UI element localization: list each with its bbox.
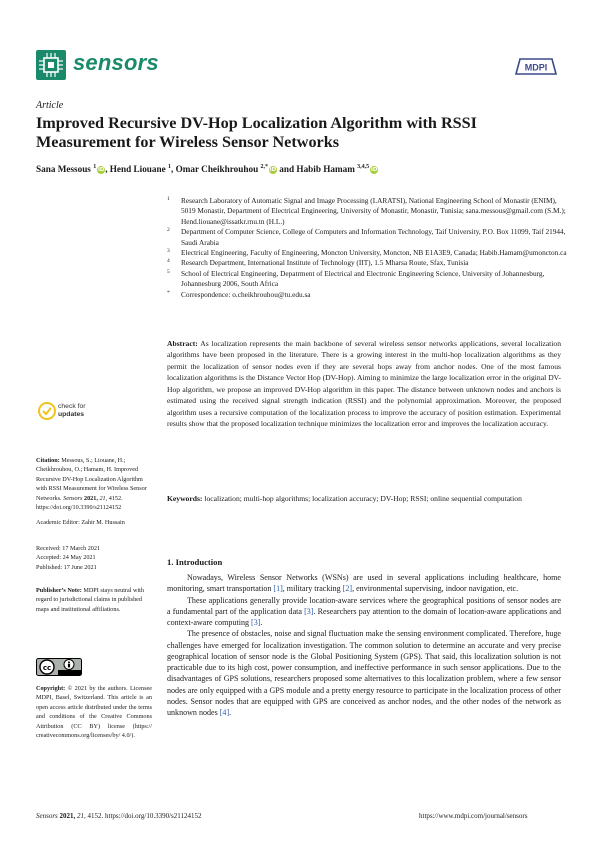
check-for-updates-button[interactable] bbox=[38, 400, 118, 422]
check-updates-line2: updates bbox=[58, 411, 85, 418]
author-name: Omar Cheikhrouhou bbox=[175, 164, 259, 175]
reference-link[interactable]: [1] bbox=[273, 584, 283, 594]
publisher-note: Publisher’s Note: MDPI stays neutral with regard to jurisdictional claims in published maps and institutional affiliations. bbox=[36, 587, 144, 613]
reference-link[interactable]: [2] bbox=[342, 584, 353, 594]
keywords-label: Keywords: bbox=[167, 494, 203, 503]
affiliation-item: 5 School of Electrical Engineering, Depatrment of Electrical and Electronic Engineering Science, University of Johannesburg, Johannesburg 2006, South Africa bbox=[167, 268, 545, 289]
paper-title: Improved Recursive DV-Hop Localization Algorithm with RSSI Measurement for Wireless Sensor Networks bbox=[36, 114, 477, 151]
footer-journal-url[interactable]: https://www.mdpi.com/journal/sensors bbox=[419, 812, 528, 820]
keywords bbox=[167, 493, 561, 504]
author-affil: 1 bbox=[167, 164, 171, 170]
affiliation-item: 2 Department of Computer Science, College of Computers and Information Technology, Taif University, P.O. Box 11099, Taif 21944, Saudi Arabia bbox=[167, 227, 566, 247]
publisher-logo bbox=[514, 56, 558, 76]
affiliation-item: 3 Electrical Engineering, Faculty of Engineering, Moncton University, Moncton, NB E1A3E9, Canada; Habib.Hamam@umoncton.ca bbox=[167, 248, 567, 258]
paragraph: Nowadays, Wireless Sensor Networks (WSNs) are used in several applications including healthcare, home monitoring, smart transportation [1], military tracking [2], environmental supervising, indoor navigation, etc. bbox=[167, 573, 561, 594]
cc-by-license-icon[interactable] bbox=[36, 658, 82, 676]
abstract-label: Abstract: bbox=[167, 339, 198, 348]
orcid-icon[interactable]: iD bbox=[370, 167, 378, 174]
orcid-icon[interactable]: iD bbox=[97, 167, 105, 174]
affiliations bbox=[167, 196, 567, 300]
introduction-body bbox=[167, 572, 561, 718]
svg-text:cc: cc bbox=[42, 663, 52, 672]
publication-dates bbox=[36, 544, 152, 572]
paragraph: The presence of obstacles, noise and signal fluctuation make the sensing environment complicated. Therefore, huge challenges have emerged for localization investigation. The common solution to determine an accurate and very precise geographical location of sensor node is the Global Positioning System (GPS). That said, this localization solution is not practicable due to its high cost, power consumption, and ineffective performance in such sensor applications. Due to the disadvantages of GPS solutions, researchers proposed some alternatives to this localization problem, where a few sensor nodes are only equipped with a GPS module and a pretty energy resource to participate in the localization process of other nodes. Sensor nodes that are equipped with GPS are conceived as anchor nodes, and the other nodes of the network as unknown nodes [4]. bbox=[167, 629, 561, 717]
author-name: Hend Liouane bbox=[109, 164, 166, 175]
date-published: Published: 17 June 2021 bbox=[36, 563, 97, 571]
author-affil: 3,4,5 bbox=[357, 164, 370, 170]
keywords-text: localization; multi-hop algorithms; localization accuracy; DV-Hop; RSSI; online sequential computation bbox=[204, 494, 522, 503]
reference-link[interactable]: [4] bbox=[219, 708, 230, 717]
check-updates-line1: check for bbox=[58, 403, 86, 410]
reference-link[interactable]: [3] bbox=[304, 606, 314, 616]
footer-citation: Sensors 2021, 21, 4152. https://doi.org/10.3390/s21124152 bbox=[36, 812, 202, 820]
author-name: Habib Hamam bbox=[296, 164, 355, 175]
abstract-text: As localization represents the main backbone of several wireless sensor networks applications, several localization algorithms have been proposed in the literature. There is a growing interest in the multi-hop localization algorithms as they permit the localization of sensor nodes even if they are several hops away from anchor nodes. One of the most famous localization algorithms is the Distance Vector Hop (DV-Hop). Aiming to minimize the large localization error in the original DV-Hop algorithm, we propose an improved DV-Hop algorithm in this paper. The distance between unknown nodes and anchors is estimated using the received signal strength indication (RSSI) and the polynomial approximation. Moreover, the proposed algorithm uses a recursive computation of the localization process to improve the accuracy of position estimation. Experimental results show that the proposed localization technique minimizes the localization error and improves the localization accuracy. bbox=[167, 339, 561, 429]
paragraph: These applications generally provide location-aware services where the geographical positions of sensor nodes are a fundamental part of the application data [3]. Researchers pay attention to the domain of location-aware applications and context-aware computing [3]. bbox=[167, 595, 561, 627]
academic-editor: Academic Editor: Zahir M. Hussain bbox=[36, 519, 125, 526]
affiliation-item: 4 Research Department, International Institute of Technology (IIT), 1.5 Mharsa Route, Sfax, Tunisia bbox=[167, 258, 469, 268]
affiliation-item: 1 Research Laboratory of Automatic Signal and Image Processing (LARATSI), National Engineering School of Monastir (ENIM), 5019 Monastir, Department of Electrical Engineering, University of Monastir, Monastir, Tunisia; sana.messous@gmail.com (S.M.); Hend.liouane@issatkr.rnu.tn (H.L.) bbox=[167, 196, 566, 226]
article-type: Article bbox=[36, 100, 64, 111]
check-updates-icon bbox=[38, 402, 56, 420]
date-received: Received: 17 March 2021 bbox=[36, 545, 101, 552]
journal-logo-icon bbox=[36, 50, 66, 80]
date-accepted: Accepted: 24 May 2021 bbox=[36, 554, 96, 562]
copyright: Copyright: © 2021 by the authors. Licensee MDPI, Basel, Switzerland. This article is an open access article distributed under the terms and conditions of the Creative Commons Attribution (CC BY) license (https:// creativecommons.org/licenses/by/ 4.0/). bbox=[36, 685, 152, 740]
author-affil: 2,* bbox=[260, 164, 268, 170]
author-list: Sana Messous $^1$iD, Hend Liouane $^1$, Omar Cheikhrouhou $^{2,*}$iD and Habib Hamam $^{3,4,5}$iD bbox=[36, 164, 378, 175]
affiliation-item: * Correspondence: o.cheikhrouhou@tu.edu.sa bbox=[167, 289, 311, 299]
section-heading: 1. Introduction bbox=[167, 557, 223, 567]
reference-link[interactable]: [3] bbox=[251, 618, 261, 627]
journal-name: sensors bbox=[73, 50, 159, 75]
author-name: Sana Messous bbox=[36, 164, 91, 175]
abstract bbox=[167, 338, 561, 430]
orcid-icon[interactable]: iD bbox=[269, 167, 277, 174]
publisher-name: MDPI bbox=[524, 62, 548, 73]
author-affil: 1 bbox=[93, 164, 97, 170]
citation: Citation: Messous, S.; Liouane, H.; Cheikhrouhou, O.; Hamam, H. Improved Recursive DV-Hop Localization Algorithm with RSSI Measurement for Wireless Sensor Networks. Sensors 2021, 21, 4152. https://doi.org/10.3390/s21124152 bbox=[36, 457, 147, 512]
